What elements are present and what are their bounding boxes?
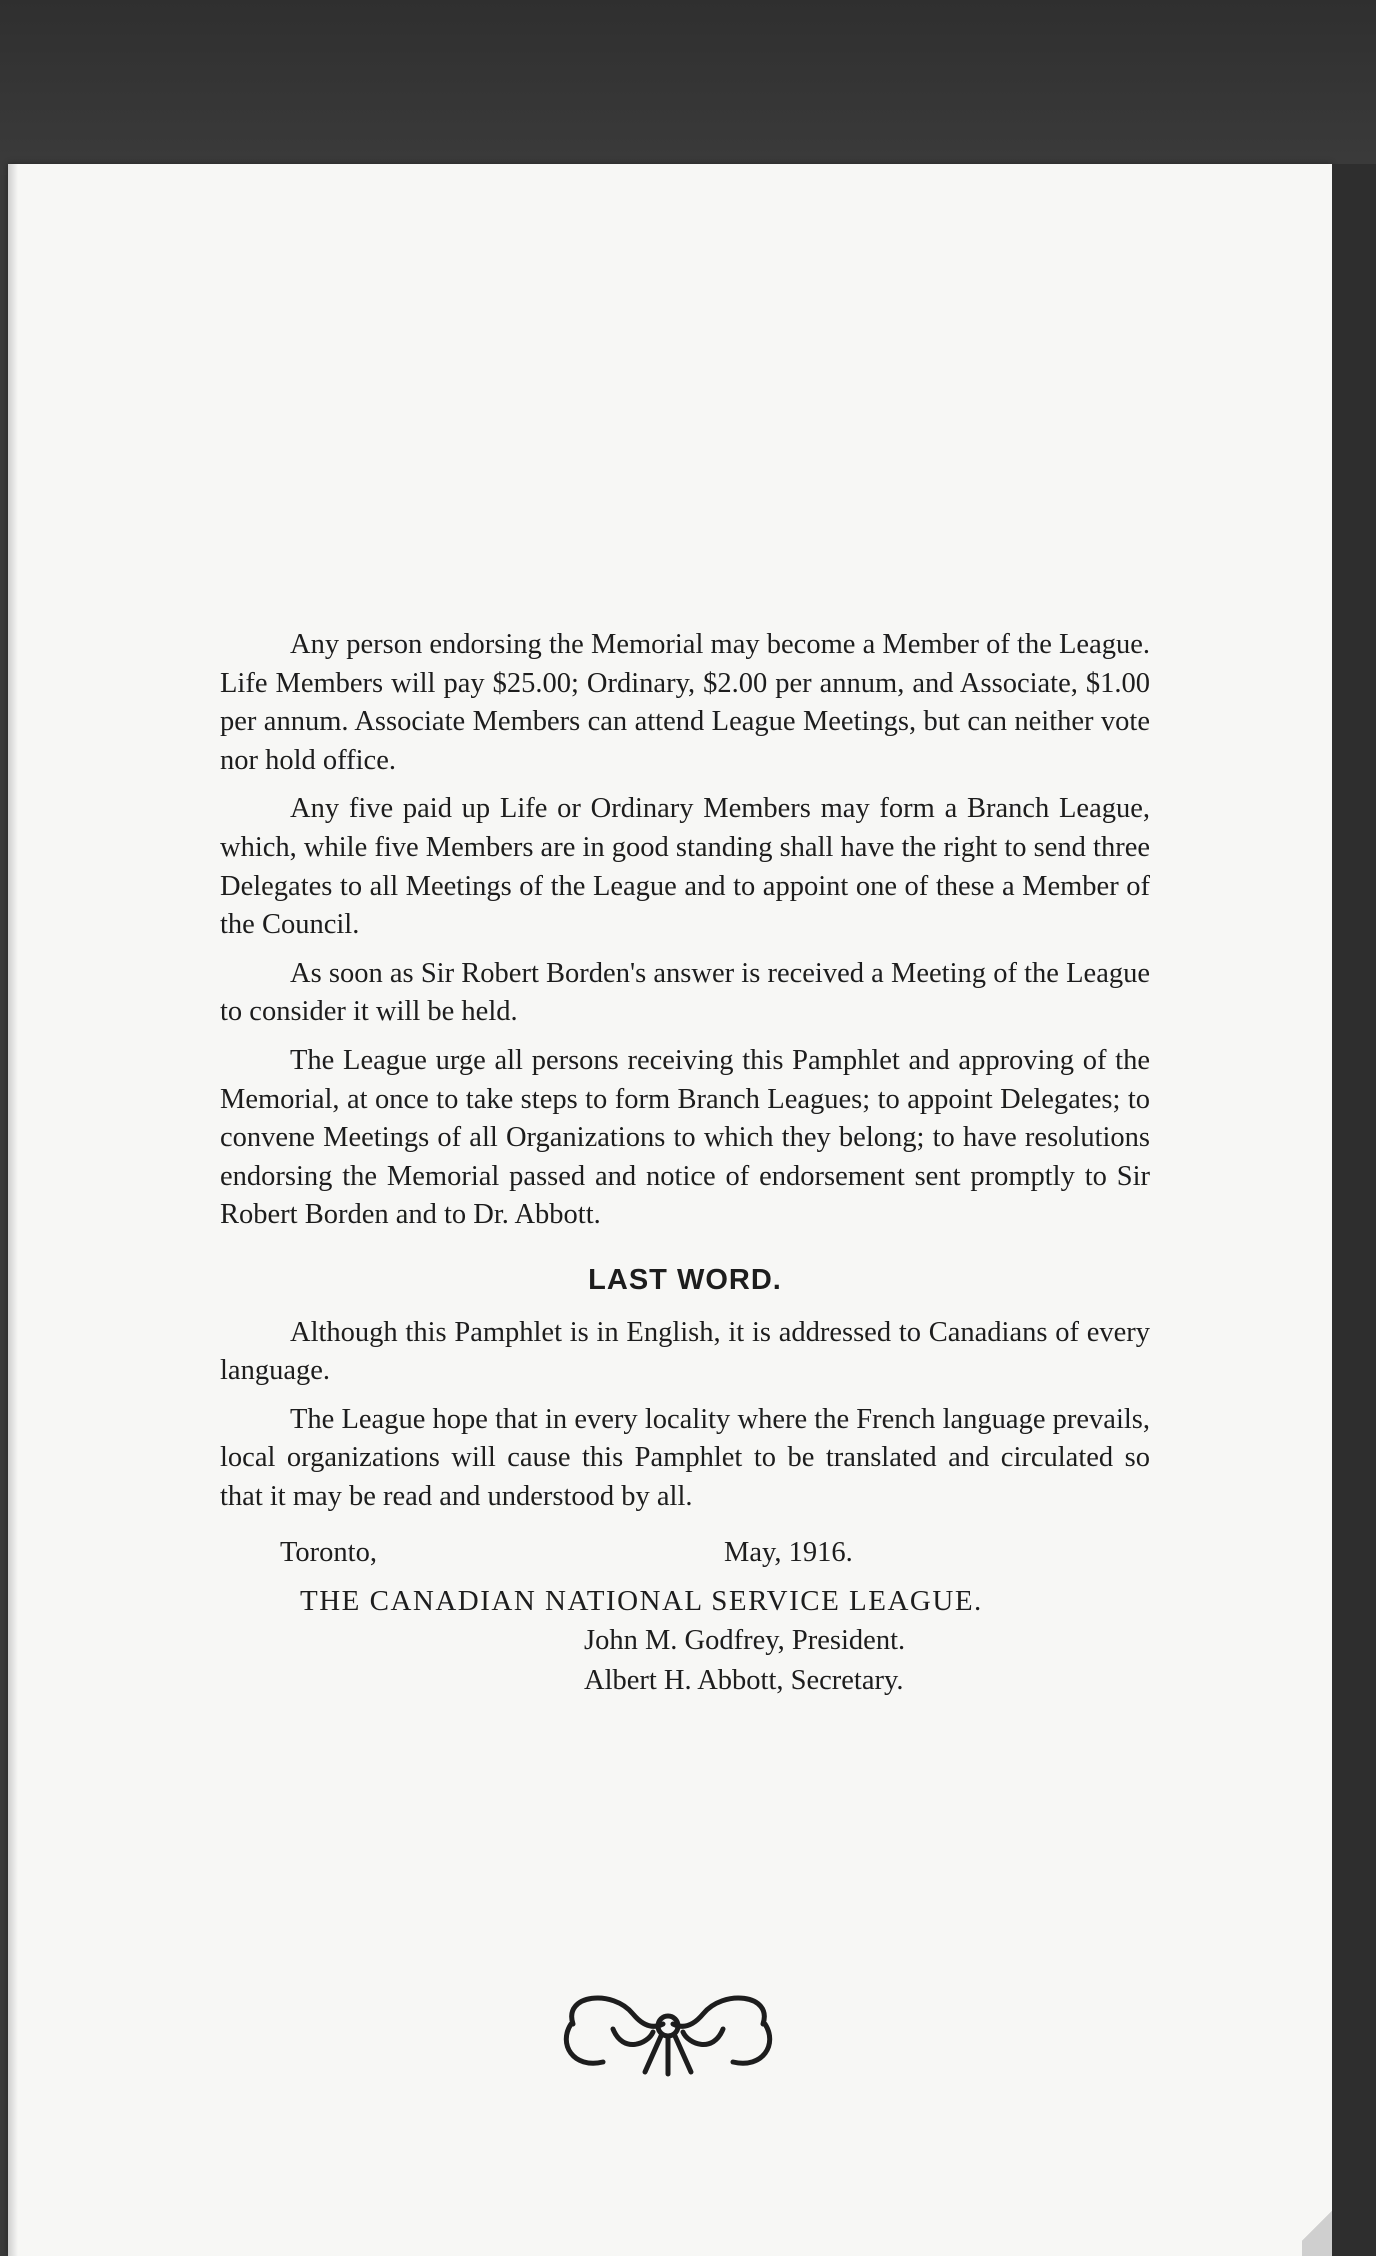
officer-president: John M. Godfrey, President. [584, 1625, 906, 1657]
scan-background-top [0, 0, 1376, 175]
page-corner-fold [1302, 2196, 1332, 2256]
officer-secretary: Albert H. Abbott, Secretary. [584, 1665, 904, 1697]
organization-name: THE CANADIAN NATIONAL SERVICE LEAGUE. [300, 1585, 983, 1618]
ribbon-bow-ornament-icon [553, 1984, 783, 2084]
paragraph-meeting: As soon as Sir Robert Borden's answer is received a Meeting of the League to consider it will be held. [220, 957, 1150, 1028]
page-edge-shadow [8, 164, 18, 2256]
document-page [8, 164, 1332, 2256]
paragraph-call-to-action: The League urge all persons receiving this Pamphlet and approving of the Memorial, at once to take steps to form Branch Leagues; to appoint Delegates; to convene Meetings of all Organizations to which they belong; to have resolutions endorsing the Memorial passed and notice of endorsement sent promptly to Sir Robert Borden and to Dr. Abbott. [220, 1044, 1150, 1231]
signature-place-date [220, 1534, 1150, 1574]
section-heading: LAST WORD. [588, 1263, 782, 1296]
signature-place: Toronto, [280, 1537, 377, 1569]
scan-background-right [1332, 164, 1376, 2256]
paragraph-translation: The League hope that in every locality where the French language prevails, local organizations will cause this Pamphlet to be translated and circulated so that it may be read and understood by all. [220, 1403, 1150, 1512]
body-text [220, 626, 1150, 1701]
paragraph-membership: Any person endorsing the Memorial may become a Member of the League. Life Members will pay $25.00; Ordinary, $2.00 per annum, and Associate, $1.00 per annum. Associate Members can attend League Meetings, but can neither vote nor hold office. [220, 629, 1150, 776]
paragraph-language: Although this Pamphlet is in English, it is addressed to Canadians of every language. [220, 1316, 1150, 1387]
signature-date: May, 1916. [724, 1537, 853, 1569]
paragraph-branch-league: Any five paid up Life or Ordinary Members may form a Branch League, which, while five Members are in good standing shall have the right to send three Delegates to all Meetings of the League and to appoint one of these a Member of the Council. [220, 793, 1150, 941]
